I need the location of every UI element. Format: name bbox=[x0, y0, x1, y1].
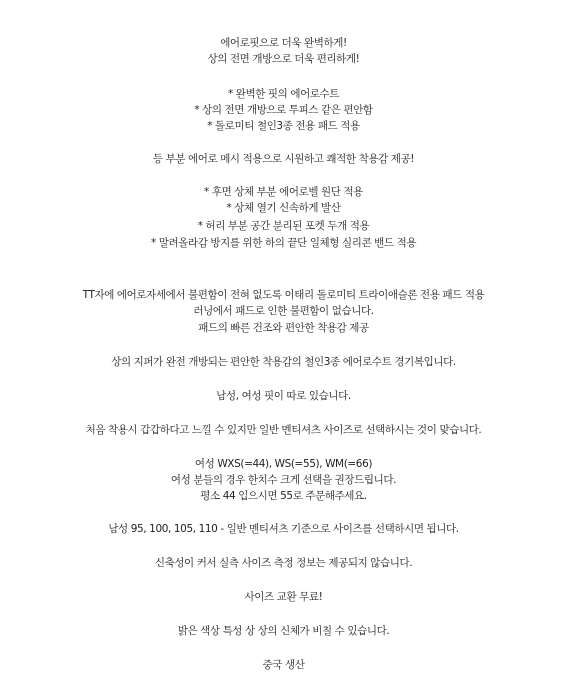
text-line: * 상체 열기 신속하게 발산 bbox=[226, 202, 341, 214]
text-line: 패드의 빠른 건조와 편안한 착용감 제공 bbox=[198, 322, 369, 334]
text-line: * 완벽한 핏의 에어로수트 bbox=[227, 88, 340, 100]
text-line: 여성 분들의 경우 한치수 크게 선택을 권장드립니다. bbox=[170, 474, 397, 486]
text-line: 상의 지퍼가 완전 개방되는 편안한 착용감의 철인3종 에어로수트 경기복입니다. bbox=[111, 356, 456, 368]
text-line: 평소 44 입으시면 55로 주문해주세요. bbox=[200, 490, 367, 502]
text-line: 에어로핏으로 더욱 완벽하게! bbox=[220, 37, 347, 49]
text-line: 상의 전면 개방으로 더욱 편리하게! bbox=[207, 53, 360, 65]
text-line: 등 부분 에어로 메시 적용으로 시원하고 쾌적한 착용감 제공! bbox=[152, 153, 415, 165]
text-line: 남성 95, 100, 105, 110 - 일반 멘티셔츠 기준으로 사이즈를 선택하시면 됩니다. bbox=[108, 523, 459, 535]
text-line: 밝은 색상 특성 상 상의 신체가 비칠 수 있습니다. bbox=[177, 625, 390, 637]
text-line: * 허리 부분 공간 분리된 포켓 두개 적용 bbox=[197, 220, 370, 232]
text-line: TT자에 에어로자세에서 불편함이 전혀 없도록 이태리 돌로미티 트라이애슬론 전용 패드 적용 bbox=[82, 289, 485, 301]
text-line: 처음 착용시 갑갑하다고 느낄 수 있지만 일반 멘티셔츠 사이즈로 선택하시는 것이 맞습니다. bbox=[85, 424, 482, 436]
text-line: * 돌로미티 철인3종 전용 패드 적용 bbox=[207, 120, 360, 132]
text-line: * 후면 상체 부분 에어로벨 원단 적용 bbox=[204, 186, 363, 198]
text-line: 여성 WXS(=44), WS(=55), WM(=66) bbox=[194, 458, 373, 470]
text-line: * 상의 전면 개방으로 투피스 같은 편안함 bbox=[194, 104, 373, 116]
text-line: 러닝에서 패드로 인한 불편함이 없습니다. bbox=[193, 305, 374, 317]
text-line: 신축성이 커서 실측 사이즈 측정 정보는 제공되지 않습니다. bbox=[154, 557, 413, 569]
text-line: 남성, 여성 핏이 따로 있습니다. bbox=[216, 390, 351, 402]
text-line: 사이즈 교환 무료! bbox=[244, 591, 323, 603]
text-line: 중국 생산 bbox=[262, 659, 305, 671]
text-line: * 말려올라감 방지를 위한 하의 끝단 일체형 실리콘 밴드 적용 bbox=[150, 237, 417, 249]
